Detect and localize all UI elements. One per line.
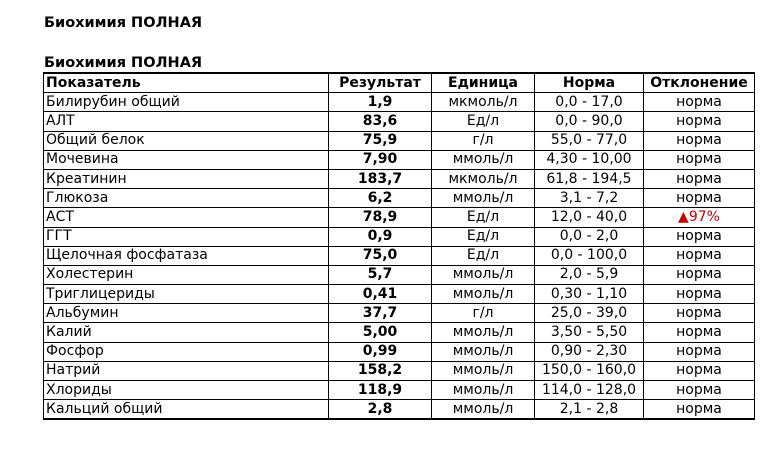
table-row: [44, 131, 755, 150]
result-cell: 1,9: [329, 93, 432, 112]
unit-cell: ммоль/л: [432, 342, 535, 361]
unit-cell: мкмоль/л: [432, 93, 535, 112]
norm-cell: 2,0 - 5,9: [535, 265, 644, 284]
table-header-row: [44, 73, 755, 93]
unit-cell: Ед/л: [432, 112, 535, 131]
result-cell: 0,41: [329, 285, 432, 304]
table-row: [44, 361, 755, 380]
result-cell: 158,2: [329, 361, 432, 380]
table-row: [44, 265, 755, 284]
result-cell: 75,9: [329, 131, 432, 150]
parameter-cell: Холестерин: [44, 265, 329, 284]
unit-cell: Ед/л: [432, 208, 535, 227]
parameter-cell: Кальций общий: [44, 400, 329, 420]
norm-cell: 0,0 - 100,0: [535, 246, 644, 265]
deviation-cell: норма: [644, 93, 755, 112]
deviation-cell: норма: [644, 323, 755, 342]
unit-cell: г/л: [432, 131, 535, 150]
deviation-cell: норма: [644, 361, 755, 380]
table-row: [44, 169, 755, 188]
norm-cell: 0,90 - 2,30: [535, 342, 644, 361]
table-row: [44, 323, 755, 342]
deviation-cell: норма: [644, 381, 755, 400]
header-result: Результат: [329, 73, 432, 93]
table-body: [44, 93, 755, 420]
norm-cell: 61,8 - 194,5: [535, 169, 644, 188]
norm-cell: 0,0 - 90,0: [535, 112, 644, 131]
result-cell: 118,9: [329, 381, 432, 400]
table-row: [44, 342, 755, 361]
unit-cell: Ед/л: [432, 227, 535, 246]
parameter-cell: ГГТ: [44, 227, 329, 246]
deviation-cell-high: ▲97%: [644, 208, 755, 227]
unit-cell: ммоль/л: [432, 265, 535, 284]
table-row: [44, 400, 755, 420]
norm-cell: 114,0 - 128,0: [535, 381, 644, 400]
table-row: [44, 227, 755, 246]
section-title: Биохимия ПОЛНАЯ: [44, 55, 203, 71]
deviation-cell: норма: [644, 150, 755, 169]
parameter-cell: Хлориды: [44, 381, 329, 400]
parameter-cell: Калий: [44, 323, 329, 342]
parameter-cell: Креатинин: [44, 169, 329, 188]
deviation-cell: норма: [644, 342, 755, 361]
norm-cell: 150,0 - 160,0: [535, 361, 644, 380]
result-cell: 0,99: [329, 342, 432, 361]
deviation-cell: норма: [644, 285, 755, 304]
unit-cell: Ед/л: [432, 246, 535, 265]
result-cell: 5,7: [329, 265, 432, 284]
table-row: [44, 381, 755, 400]
table-row: [44, 93, 755, 112]
deviation-cell: норма: [644, 112, 755, 131]
norm-cell: 3,1 - 7,2: [535, 189, 644, 208]
deviation-cell: норма: [644, 265, 755, 284]
norm-cell: 55,0 - 77,0: [535, 131, 644, 150]
header-deviation: Отклонение: [644, 73, 755, 93]
unit-cell: ммоль/л: [432, 400, 535, 420]
result-cell: 37,7: [329, 304, 432, 323]
deviation-cell: норма: [644, 304, 755, 323]
unit-cell: ммоль/л: [432, 189, 535, 208]
table-row: [44, 304, 755, 323]
unit-cell: ммоль/л: [432, 285, 535, 304]
header-parameter: Показатель: [44, 73, 329, 93]
deviation-cell: норма: [644, 189, 755, 208]
result-cell: 6,2: [329, 189, 432, 208]
parameter-cell: Альбумин: [44, 304, 329, 323]
deviation-cell: норма: [644, 227, 755, 246]
norm-cell: 25,0 - 39,0: [535, 304, 644, 323]
norm-cell: 0,30 - 1,10: [535, 285, 644, 304]
norm-cell: 2,1 - 2,8: [535, 400, 644, 420]
unit-cell: ммоль/л: [432, 323, 535, 342]
result-cell: 75,0: [329, 246, 432, 265]
unit-cell: мкмоль/л: [432, 169, 535, 188]
document-title: Биохимия ПОЛНАЯ: [44, 15, 203, 31]
result-cell: 7,90: [329, 150, 432, 169]
result-cell: 83,6: [329, 112, 432, 131]
parameter-cell: Мочевина: [44, 150, 329, 169]
result-cell: 5,00: [329, 323, 432, 342]
table-row: [44, 285, 755, 304]
parameter-cell: Общий белок: [44, 131, 329, 150]
parameter-cell: Натрий: [44, 361, 329, 380]
results-table: [43, 72, 755, 420]
deviation-cell: норма: [644, 246, 755, 265]
norm-cell: 0,0 - 17,0: [535, 93, 644, 112]
header-norm: Норма: [535, 73, 644, 93]
norm-cell: 12,0 - 40,0: [535, 208, 644, 227]
unit-cell: г/л: [432, 304, 535, 323]
unit-cell: ммоль/л: [432, 361, 535, 380]
table-row: [44, 208, 755, 227]
parameter-cell: Билирубин общий: [44, 93, 329, 112]
deviation-cell: норма: [644, 400, 755, 420]
parameter-cell: Щелочная фосфатаза: [44, 246, 329, 265]
parameter-cell: АСТ: [44, 208, 329, 227]
result-cell: 0,9: [329, 227, 432, 246]
table-row: [44, 189, 755, 208]
parameter-cell: Фосфор: [44, 342, 329, 361]
unit-cell: ммоль/л: [432, 381, 535, 400]
deviation-cell: норма: [644, 169, 755, 188]
header-unit: Единица: [432, 73, 535, 93]
result-cell: 78,9: [329, 208, 432, 227]
parameter-cell: Триглицериды: [44, 285, 329, 304]
parameter-cell: АЛТ: [44, 112, 329, 131]
parameter-cell: Глюкоза: [44, 189, 329, 208]
norm-cell: 3,50 - 5,50: [535, 323, 644, 342]
unit-cell: ммоль/л: [432, 150, 535, 169]
table-row: [44, 246, 755, 265]
deviation-cell: норма: [644, 131, 755, 150]
result-cell: 183,7: [329, 169, 432, 188]
result-cell: 2,8: [329, 400, 432, 420]
table-row: [44, 150, 755, 169]
norm-cell: 4,30 - 10,00: [535, 150, 644, 169]
table-row: [44, 112, 755, 131]
norm-cell: 0,0 - 2,0: [535, 227, 644, 246]
